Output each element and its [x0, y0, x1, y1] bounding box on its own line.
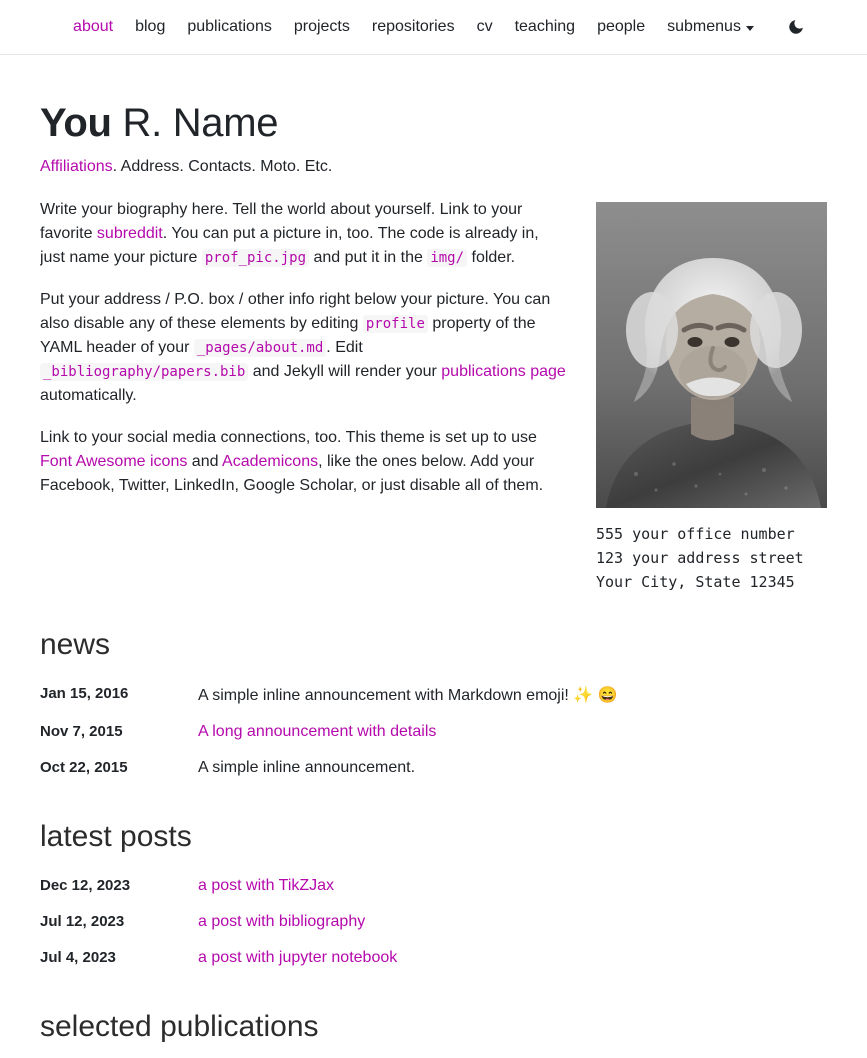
post-date-2: Jul 12, 2023 — [40, 913, 125, 930]
code-prof-pic: prof_pic.jpg — [202, 249, 309, 267]
nav-item-teaching[interactable]: teaching — [514, 18, 576, 35]
page-content — [0, 101, 867, 1044]
page-title-bold: You — [40, 101, 112, 145]
table-row — [40, 868, 827, 904]
bio-p1-c: and put it in the — [309, 249, 428, 266]
news-text-2 — [198, 714, 827, 750]
profile-photo — [596, 202, 827, 508]
latest-posts-heading: latest posts — [40, 820, 192, 853]
code-img-folder: img/ — [427, 249, 467, 267]
table-row — [40, 940, 827, 976]
nav-links — [62, 15, 805, 39]
news-text-1: A simple inline announcement with Markdown emoji! ✨ 😄 — [198, 687, 618, 704]
address-line-1: 555 your office number — [596, 525, 795, 543]
code-pages-about: _pages/about.md — [194, 339, 326, 357]
table-row — [40, 714, 827, 750]
nav-item-projects[interactable]: projects — [293, 18, 350, 35]
top-navbar — [0, 0, 867, 55]
subtitle-rest: . Address. Contacts. Moto. Etc. — [112, 158, 333, 175]
bio-p3-b: and — [187, 453, 223, 470]
academicons-link[interactable]: Academicons — [222, 453, 319, 470]
bio-p3-c: , like the ones below. Add your Facebook, Twitter, LinkedIn, Google Scholar, or just disable all of them. — [40, 453, 544, 494]
subreddit-link[interactable]: subreddit — [96, 225, 163, 242]
bio-section — [40, 198, 827, 594]
post-text-2 — [198, 904, 827, 940]
nav-item-submenus-label: submenus — [667, 18, 741, 35]
selected-publications-heading: selected publications — [40, 1010, 319, 1043]
nav-item-about[interactable]: about — [73, 18, 114, 35]
nav-item-blog[interactable]: blog — [135, 18, 166, 35]
bio-p2-d: and Jekyll will render your — [248, 363, 442, 380]
posts-table — [40, 868, 827, 976]
bio-p2-c: . Edit — [326, 339, 363, 356]
address-line-3: Your City, State 12345 — [596, 573, 795, 591]
nav-item-cv[interactable]: cv — [476, 18, 493, 35]
table-row — [40, 904, 827, 940]
bio-p1-a: Write your biography here. Tell the world about yourself. Link to your favorite — [40, 201, 523, 242]
profile-address — [596, 522, 827, 594]
bio-p1-d: folder. — [467, 249, 516, 266]
bio-p1-b: . You can put a picture in, too. The code is already in, just name your picture — [40, 225, 539, 266]
nav-item-repositories[interactable]: repositories — [371, 18, 455, 35]
bio-p2-b: property of the YAML header of your — [40, 315, 536, 356]
news-date-1: Jan 15, 2016 — [40, 685, 129, 702]
nav-item-publications[interactable]: publications — [187, 18, 272, 35]
affiliations-link[interactable]: Affiliations — [40, 158, 113, 175]
portrait-illustration — [596, 202, 827, 508]
news-date-3: Oct 22, 2015 — [40, 759, 128, 776]
news-date-2: Nov 7, 2015 — [40, 723, 123, 740]
table-row — [40, 676, 827, 714]
nav-item-people[interactable]: people — [597, 18, 646, 35]
post-text-1 — [198, 868, 827, 904]
news-table — [40, 676, 827, 786]
news-text-3: A simple inline announcement. — [198, 759, 416, 776]
moon-icon — [787, 18, 805, 36]
post-text-3 — [198, 940, 827, 976]
page-subtitle — [40, 158, 827, 176]
address-line-2: 123 your address street — [596, 549, 804, 567]
code-profile: profile — [363, 315, 428, 333]
publications-page-link[interactable]: publications page — [441, 363, 566, 380]
bio-p2-e: automatically. — [40, 387, 137, 404]
chevron-down-icon — [746, 26, 754, 31]
post-link-3[interactable]: a post with jupyter notebook — [198, 949, 398, 966]
post-date-3: Jul 4, 2023 — [40, 949, 116, 966]
post-link-1[interactable]: a post with TikZJax — [198, 877, 335, 894]
profile-block — [596, 202, 827, 594]
code-papers-bib: _bibliography/papers.bib — [40, 363, 248, 381]
table-row — [40, 750, 827, 786]
post-date-1: Dec 12, 2023 — [40, 877, 131, 894]
dark-mode-toggle[interactable] — [787, 18, 805, 36]
font-awesome-link[interactable]: Font Awesome icons — [40, 453, 188, 470]
bio-p2-a: Put your address / P.O. box / other info right below your picture. You can also disable any of these elements by editing — [40, 291, 551, 332]
bio-p3-a: Link to your social media connections, too. This theme is set up to use — [40, 429, 537, 446]
news-heading: news — [40, 628, 111, 661]
news-link-2[interactable]: A long announcement with details — [198, 723, 437, 740]
post-link-2[interactable]: a post with bibliography — [198, 913, 366, 930]
page-title-rest: R. Name — [111, 101, 279, 145]
nav-item-submenus[interactable] — [656, 15, 765, 39]
page-title — [40, 101, 827, 146]
